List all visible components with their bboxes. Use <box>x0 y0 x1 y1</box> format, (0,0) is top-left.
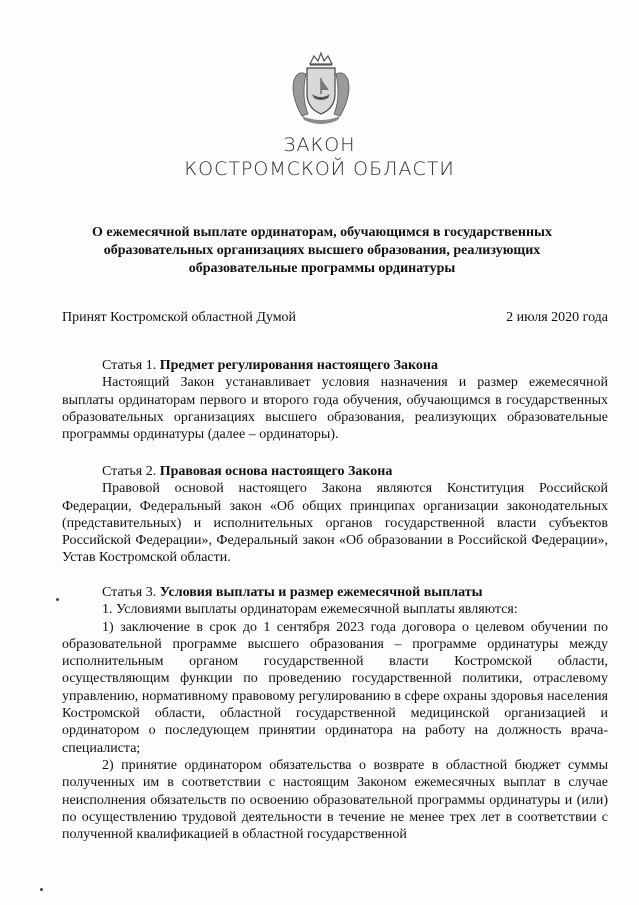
article-2 <box>62 463 608 567</box>
adoption-line <box>62 309 608 327</box>
article-1 <box>62 357 608 443</box>
article-number: Статья 1. <box>102 358 157 373</box>
law-label: ЗАКОН <box>283 134 356 156</box>
article-heading <box>62 463 608 480</box>
adopted-by: Принят Костромской областной Думой <box>62 310 297 325</box>
article-paragraph: Правовой основой настоящего Закона являются Конституция Российской Федерации, Федеральный закон «Об общих принципах организации законодательных (представительных) и исполнительных органов государственной власти субъектов Российской Федерации», Федеральный закон «Об образовании в Российской Федерации», Устав Костромской области. <box>62 481 608 566</box>
article-paragraph: 1) заключение в срок до 1 сентября 2023 года договора о целевом обучении по образовательной программе высшего образования – программе ординатуры между исполнительным органом государственной власти Костромской области, осуществляющим функции по проведению государственной политики, отраслевому управлению, нормативному правовому регулированию в сфере охраны здоровья населения Костромской области, областной государственной медицинской организацией и ординатором о последующем принятии ординатора на работу на должность врача-специалиста; <box>62 619 608 756</box>
document-title: О ежемесячной выплате ординаторам, обучающимся в государственных образовательных организациях высшего образования, реализующих образовательные программы ординатуры <box>92 225 552 276</box>
region-label: КОСТРОМСКОЙ ОБЛАСТИ <box>184 158 455 180</box>
article-number: Статья 2. <box>102 464 157 479</box>
scan-speck <box>56 598 59 601</box>
article-paragraph: Настоящий Закон устанавливает условия назначения и размер ежемесячной выплаты ординаторам первого и второго года обучения, обучающимся в государственных образовательных организациях высшего образования, реализующих образовательные программы ординатуры (далее – ординаторы). <box>62 375 608 443</box>
article-paragraph: 2) принятие ординатором обязательства о возврате в областной бюджет суммы полученных им в соответствии с настоящим Законом ежемесячных выплат в случае неисполнения обязательств по освоению образовательной программы ординатуры и (или) по осуществлению трудовой деятельности в течение не менее трех лет в соответствии с полученной квалификацией в областной государственной <box>62 757 608 843</box>
article-3 <box>62 584 608 843</box>
kostroma-coat-of-arms-icon <box>288 50 354 126</box>
article-paragraph: 1. Условиями выплаты ординаторам ежемесячной выплаты являются: <box>102 602 518 618</box>
article-heading <box>62 357 608 374</box>
article-title: Условия выплаты и размер ежемесячной выплаты <box>159 585 483 600</box>
article-title: Правовая основа настоящего Закона <box>159 464 393 479</box>
article-title: Предмет регулирования настоящего Закона <box>159 358 438 373</box>
article-number: Статья 3. <box>102 585 157 600</box>
scan-speck <box>40 888 43 891</box>
article-heading <box>62 584 608 601</box>
adoption-date: 2 июля 2020 года <box>506 310 608 325</box>
